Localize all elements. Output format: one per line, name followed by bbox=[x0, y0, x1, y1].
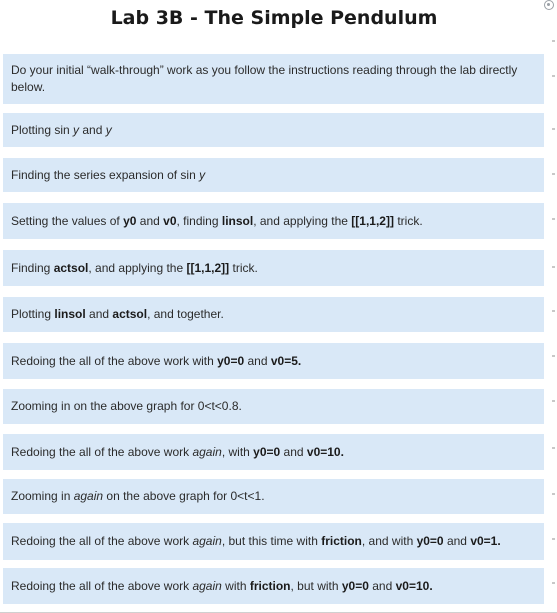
italic-text: y bbox=[73, 122, 80, 137]
text-cell[interactable] bbox=[3, 523, 544, 560]
cell-text bbox=[11, 62, 536, 96]
cell-marker bbox=[552, 310, 555, 312]
cell-text bbox=[11, 398, 242, 415]
cell-text bbox=[11, 488, 265, 505]
cell-text bbox=[11, 306, 224, 323]
text-run: , with bbox=[221, 444, 254, 459]
bold-text: linsol bbox=[54, 307, 86, 321]
cell-marker bbox=[552, 447, 555, 449]
cell-marker bbox=[552, 75, 555, 77]
italic-text: y bbox=[105, 122, 112, 137]
text-cell[interactable] bbox=[3, 250, 544, 286]
right-scroll-rail bbox=[549, 0, 557, 613]
text-run: with bbox=[221, 578, 250, 593]
bold-text: [[1,1,2]] bbox=[351, 213, 394, 228]
text-run: and bbox=[85, 307, 113, 321]
bold-text: v0=5. bbox=[270, 353, 302, 368]
text-run: , but this time with bbox=[221, 534, 322, 548]
cell-text bbox=[11, 122, 112, 139]
text-run: Plotting sin bbox=[11, 122, 74, 137]
text-run: , and applying the bbox=[88, 260, 187, 275]
text-cell[interactable] bbox=[3, 203, 544, 239]
cell-text bbox=[11, 167, 205, 184]
cell-text bbox=[11, 260, 258, 277]
page-title: Lab 3B - The Simple Pendulum bbox=[110, 7, 438, 29]
cell-marker bbox=[552, 128, 555, 130]
text-run: and bbox=[368, 578, 396, 593]
cell-marker bbox=[552, 355, 555, 357]
bold-text: y0=0 bbox=[416, 534, 444, 548]
italic-text: y bbox=[199, 167, 206, 182]
bold-text: v0 bbox=[163, 213, 177, 228]
text-cell[interactable] bbox=[3, 158, 544, 192]
italic-text: again bbox=[192, 444, 222, 459]
text-run: Finding the series expansion of sin bbox=[11, 167, 200, 182]
text-run: on the above graph for 0<t<1. bbox=[103, 489, 265, 503]
text-cell[interactable] bbox=[3, 297, 544, 332]
text-cell[interactable] bbox=[3, 343, 544, 379]
bold-text: v0=10. bbox=[395, 578, 433, 593]
bold-text: v0=1. bbox=[470, 534, 501, 548]
text-run: trick. bbox=[393, 213, 423, 228]
text-run: , finding bbox=[176, 213, 222, 228]
text-run: and bbox=[443, 534, 471, 548]
text-cell[interactable] bbox=[3, 568, 544, 604]
bold-text: y0=0 bbox=[217, 353, 245, 368]
cell-marker bbox=[552, 400, 555, 402]
text-run: and bbox=[79, 122, 106, 137]
text-run: and bbox=[280, 444, 307, 459]
cell-text bbox=[11, 353, 301, 370]
text-run: , but with bbox=[290, 578, 342, 593]
italic-text: again bbox=[192, 534, 222, 548]
cell-marker bbox=[552, 582, 555, 584]
text-run: Plotting bbox=[11, 307, 55, 321]
text-cell[interactable] bbox=[3, 479, 544, 514]
text-run: and bbox=[244, 353, 271, 368]
bold-text: friction bbox=[321, 534, 362, 548]
text-run: , and together. bbox=[147, 307, 224, 321]
italic-text: again bbox=[192, 578, 222, 593]
text-run: Redoing the all of the above work with bbox=[11, 353, 218, 368]
text-cell[interactable] bbox=[3, 54, 544, 104]
cell-text bbox=[11, 213, 423, 230]
text-run: Redoing the all of the above work bbox=[11, 578, 193, 593]
cell-marker bbox=[552, 493, 555, 495]
bold-text: actsol bbox=[53, 260, 89, 275]
cell-marker bbox=[552, 218, 555, 220]
text-cell[interactable] bbox=[3, 389, 544, 424]
text-run: , and with bbox=[361, 534, 417, 548]
bold-text: actsol bbox=[112, 307, 148, 321]
text-run: Finding bbox=[11, 260, 54, 275]
text-run: Zooming in bbox=[11, 489, 74, 503]
text-run: Setting the values of bbox=[11, 213, 124, 228]
cell-marker bbox=[552, 538, 555, 540]
text-run: Zooming in on the above graph for 0<t<0.8. bbox=[11, 399, 242, 413]
text-cell[interactable] bbox=[3, 113, 544, 147]
italic-text: again bbox=[73, 489, 104, 503]
cell-marker bbox=[552, 40, 555, 42]
cell-marker bbox=[552, 173, 555, 175]
bold-text: v0=10. bbox=[306, 444, 344, 459]
bold-text: linsol bbox=[221, 213, 254, 228]
text-run: and bbox=[136, 213, 164, 228]
text-run: Redoing the all of the above work bbox=[11, 534, 193, 548]
text-run: , and applying the bbox=[253, 213, 352, 228]
cell-text bbox=[11, 444, 344, 461]
bold-text: friction bbox=[249, 578, 291, 593]
bold-text: y0 bbox=[123, 213, 137, 228]
bold-text: [[1,1,2]] bbox=[186, 260, 230, 275]
cell-text bbox=[11, 533, 501, 550]
text-cell[interactable] bbox=[3, 434, 544, 470]
text-run: trick. bbox=[229, 260, 258, 275]
text-run: Do your initial “walk-through” work as you follow the instructions reading through the lab directly below. bbox=[11, 63, 518, 94]
bold-text: y0=0 bbox=[341, 578, 369, 593]
text-run: Redoing the all of the above work bbox=[11, 444, 193, 459]
cell-text bbox=[11, 578, 433, 595]
bold-text: y0=0 bbox=[253, 444, 281, 459]
cell-marker bbox=[552, 266, 555, 268]
